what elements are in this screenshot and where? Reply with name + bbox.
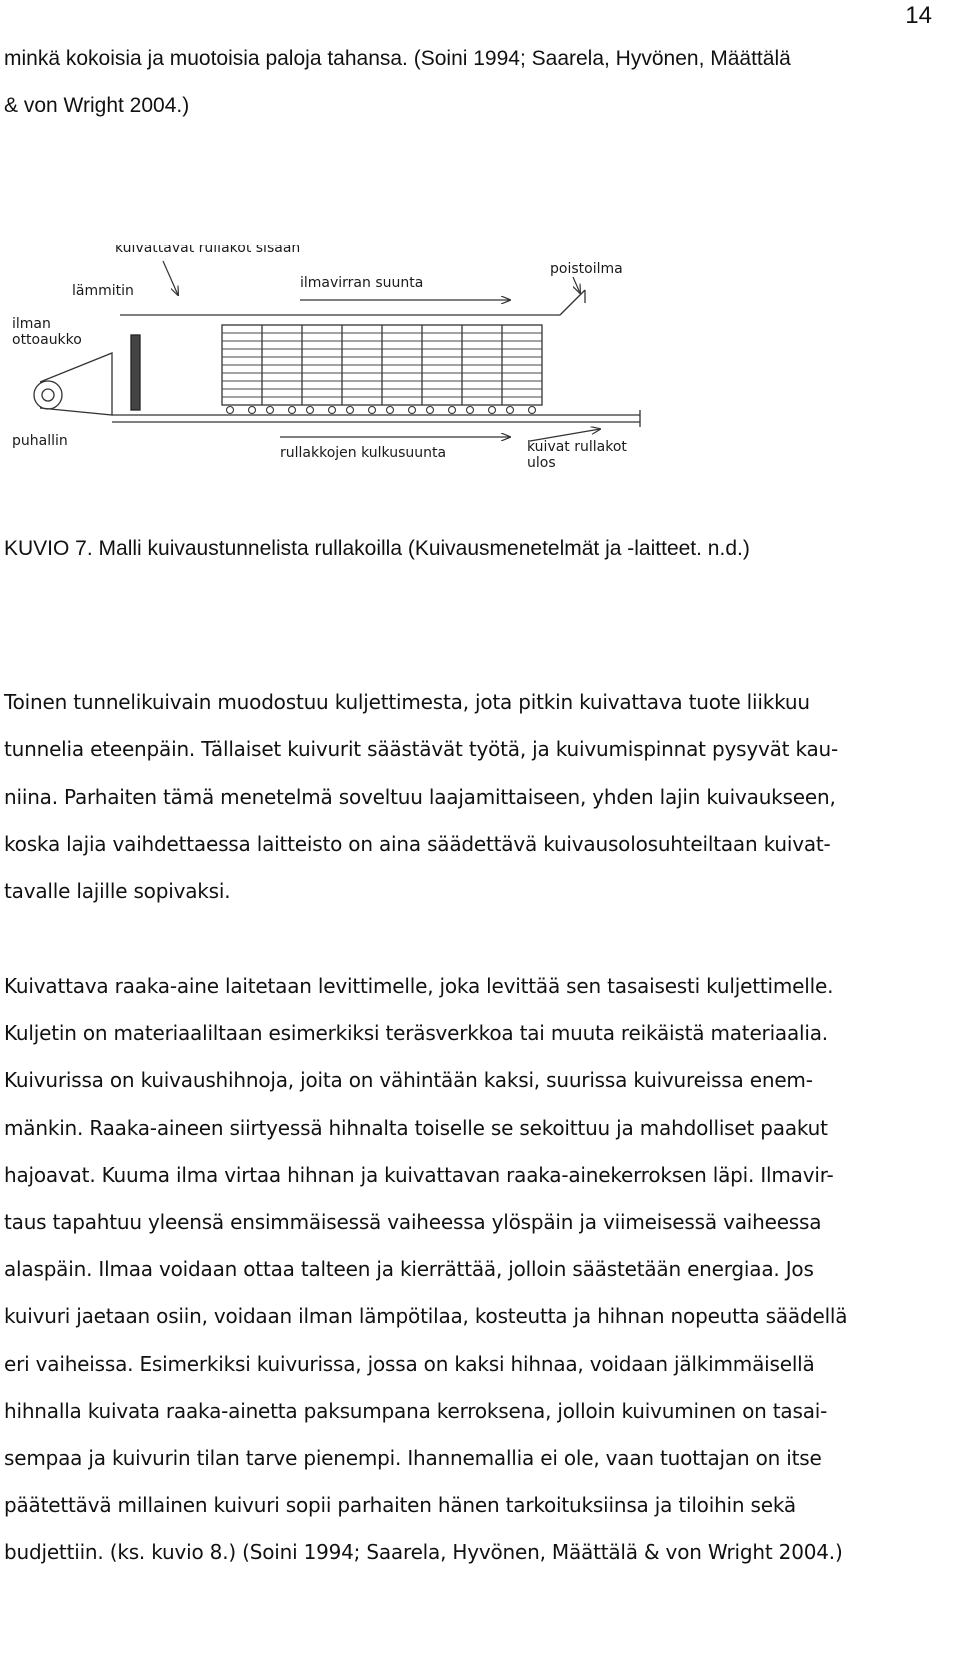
p2-line-12: päätettävä millainen kuivuri sopii parhaiten hänen tarkoituksiinsa ja tiloihin sekä <box>4 1493 796 1517</box>
label-airflow: ilmavirran suunta <box>300 275 424 291</box>
p2-line-2: Kuljetin on materiaaliltaan esimerkiksi teräsverkkoa tai muuta reikäistä materiaalia. <box>4 1021 828 1045</box>
label-out-2: ulos <box>527 455 556 471</box>
label-fan: puhallin <box>12 433 68 449</box>
label-intake-1: ilman <box>12 316 51 332</box>
label-out-1: kuivat rullakot <box>527 439 627 455</box>
p2-line-5: hajoavat. Kuuma ilma virtaa hihnan ja kuivattavan raaka-ainekerroksen läpi. Ilmavir- <box>4 1163 834 1187</box>
tunnel-drawing <box>34 290 640 427</box>
p2-line-8: kuivuri jaetaan osiin, voidaan ilman lämpötilaa, kosteutta ja hihnan nopeutta säädellä <box>4 1304 848 1328</box>
cart-wheels <box>227 407 536 414</box>
p1-line-2: tunnelia eteenpäin. Tällaiset kuivurit säästävät työtä, ja kuivumispinnat pysyvät kau- <box>4 737 839 761</box>
p1-line-5: tavalle lajille sopivaksi. <box>4 879 231 903</box>
p2-line-10: hihnalla kuivata raaka-ainetta paksumpana kerroksena, jolloin kuivuminen on tasai- <box>4 1399 828 1423</box>
label-carts-direction: rullakkojen kulkusuunta <box>280 445 447 461</box>
p2-line-7: alaspäin. Ilmaa voidaan ottaa talteen ja kierrättää, jolloin säästetään energiaa. Jos <box>4 1257 814 1281</box>
p2-line-9: eri vaiheissa. Esimerkiksi kuivurissa, jossa on kaksi hihnaa, voidaan jälkimmäisellä <box>4 1352 815 1376</box>
p2-line-11: sempaa ja kuivurin tilan tarve pienempi. Ihannemallia ei ole, vaan tuottajan on itse <box>4 1446 822 1470</box>
intro-line-1: minkä kokoisia ja muotoisia paloja tahansa. (Soini 1994; Saarela, Hyvönen, Määttälä <box>4 47 791 70</box>
figure-caption: KUVIO 7. Malli kuivaustunnelista rullakoilla (Kuivausmenetelmät ja -laitteet. n.d.) <box>4 537 750 560</box>
p2-line-6: taus tapahtuu yleensä ensimmäisessä vaiheessa ylöspäin ja viimeisessä vaiheessa <box>4 1210 822 1234</box>
intro-line-2: & von Wright 2004.) <box>4 94 190 117</box>
label-exhaust: poistoilma <box>550 261 623 277</box>
p1-line-4: koska lajia vaihdettaessa laitteisto on aina säädettävä kuivausolosuhteiltaan kuivat- <box>4 832 831 856</box>
p2-line-3: Kuivurissa on kuivaushihnoja, joita on vähintään kaksi, suurissa kuivureissa enem- <box>4 1068 813 1092</box>
label-heater: lämmitin <box>72 283 134 299</box>
p2-line-4: mänkin. Raaka-aineen siirtyessä hihnalta toiselle se sekoittuu ja mahdolliset paakut <box>4 1116 828 1140</box>
p2-line-1: Kuivattava raaka-aine laitetaan levittimelle, joka levittää sen tasaisesti kuljettimelle. <box>4 974 834 998</box>
label-carts-in: kuivattavat rullakot sisään <box>115 245 301 256</box>
page-number: 14 <box>905 2 932 29</box>
p1-line-1: Toinen tunnelikuivain muodostuu kuljettimesta, jota pitkin kuivattava tuote liikkuu <box>4 690 810 714</box>
drying-tunnel-figure <box>0 245 700 510</box>
p2-line-13: budjettiin. (ks. kuvio 8.) (Soini 1994; Saarela, Hyvönen, Määttälä & von Wright 2004.) <box>4 1540 843 1564</box>
label-intake-2: ottoaukko <box>12 332 82 348</box>
p1-line-3: niina. Parhaiten tämä menetelmä soveltuu laajamittaiseen, yhden lajin kuivaukseen, <box>4 785 836 809</box>
